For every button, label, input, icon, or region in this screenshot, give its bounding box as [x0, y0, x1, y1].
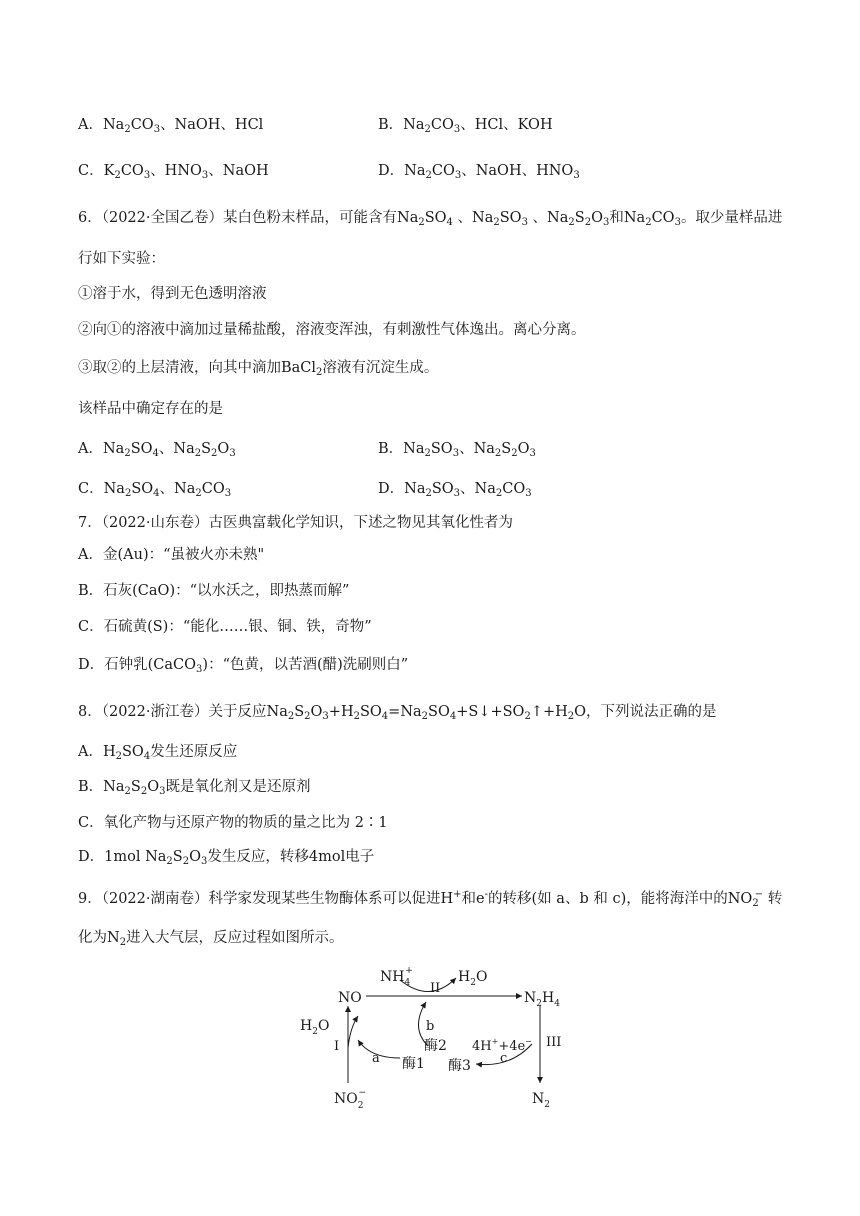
no-label: NO: [338, 990, 362, 1006]
q5-option-b[interactable]: B．$Na_2CO_3$、HCl、KOH: [378, 117, 553, 135]
reaction-pathway-diagram: [290, 958, 580, 1113]
q6-step-3: ③取②的上层清液，向其中滴加BaCl$_2$溶液有沉淀生成。: [78, 360, 439, 378]
q6-option-c[interactable]: C．$Na_2SO_4$、$Na_2CO_3$: [78, 481, 232, 499]
step-i-label: I: [334, 1039, 340, 1054]
q6-option-a[interactable]: A．$Na_2SO_4$、$Na_2S_2O_3$: [78, 441, 236, 459]
q5-option-c[interactable]: C．$K_2CO_3$、$HNO_3$、NaOH: [78, 163, 269, 181]
enzyme-2-label: 酶2: [424, 1038, 447, 1054]
q7-option-a[interactable]: A．金(Au)：“虽被火亦未熟": [78, 547, 265, 563]
nh4-label: $NH_4+$: [380, 966, 413, 988]
n2h4-label: $N_2H_4$: [524, 990, 560, 1009]
q7-option-d[interactable]: D．石钟乳(CaCO$_3$)：“色黄，以苦酒(醋)洗刷则白”: [78, 657, 409, 675]
q8-option-b[interactable]: B．$Na_2S_2O_3$既是氧化剂又是还原剂: [78, 779, 311, 797]
q8-option-a[interactable]: A．$H_2SO_4$发生还原反应: [78, 744, 238, 762]
q7-stem: 7．（2022·山东卷）古医典富载化学知识，下述之物见其氧化性者为: [78, 515, 513, 531]
path-c-label: c: [500, 1051, 508, 1066]
enzyme-1-label: 酶1: [402, 1056, 425, 1072]
q6-option-b[interactable]: B．$Na_2SO_3$、$Na_2S_2O_3$: [378, 441, 536, 459]
q5-option-d[interactable]: D．$Na_2CO_3$、NaOH、$HNO_3$: [378, 163, 580, 181]
q8-stem: 8．（2022·浙江卷）关于反应$Na_2S_2O_3+H_2SO_4=Na_2SO_4+S↓+SO_2↑+H_2O$，下列说法正确的是: [78, 704, 717, 722]
q8-option-d[interactable]: D．1mol $Na_2S_2O_3$发生反应，转移4mol电子: [78, 849, 375, 867]
step-iii-label: III: [546, 1035, 562, 1050]
curve-h2o-step-i: [348, 1016, 358, 1048]
4h-4e-label: 4H++4e−: [472, 1037, 532, 1054]
enzyme-3-label: 酶3: [448, 1058, 471, 1074]
h2o-label-top: $H_2O$: [458, 969, 488, 988]
q8-option-c[interactable]: C．氧化产物与还原产物的物质的量之比为 2∶1: [78, 815, 388, 831]
q6-option-d[interactable]: D．$Na_2SO_3$、$Na_2CO_3$: [378, 481, 532, 499]
q7-option-c[interactable]: C．石硫黄(S)：“能化……银、铜、铁，奇物”: [78, 619, 372, 635]
no2-label: $NO_2-$: [334, 1088, 367, 1111]
h2o-label-left: $H_2O$: [300, 1018, 330, 1037]
step-ii-label: II: [430, 981, 441, 996]
q6-question: 该样品中确定存在的是: [78, 401, 223, 417]
q9-stem: 9．（2022·湖南卷）科学家发现某些生物酶体系可以促进H+和e-的转移(如 a、b 和 c)，能将海洋中的$NO_2^-$ 转: [78, 889, 783, 909]
path-b-label: b: [426, 1019, 435, 1034]
n2-label: $N_2$: [532, 1091, 550, 1110]
q5-option-a[interactable]: A．$Na_2CO_3$、NaOH、HCl: [78, 117, 264, 135]
q6-step-1: ①溶于水，得到无色透明溶液: [78, 286, 267, 302]
q6-stem: 6．（2022·全国乙卷）某白色粉末样品，可能含有$Na_2SO_4$ 、$Na_2SO_3$ 、$Na_2S_2O_3$和$Na_2CO_3$。取少量样品进: [78, 210, 783, 228]
q9-stem-line2: 化为$N_2$进入大气层，反应过程如图所示。: [78, 930, 344, 948]
q6-stem-line2: 行如下实验：: [78, 251, 165, 267]
q6-step-2: ②向①的溶液中滴加过量稀盐酸，溶液变浑浊，有刺激性气体逸出。离心分离。: [78, 322, 586, 338]
q7-option-b[interactable]: B．石灰(CaO)：“以水沃之，即热蒸而解”: [78, 583, 350, 599]
path-a-label: a: [372, 1051, 380, 1066]
